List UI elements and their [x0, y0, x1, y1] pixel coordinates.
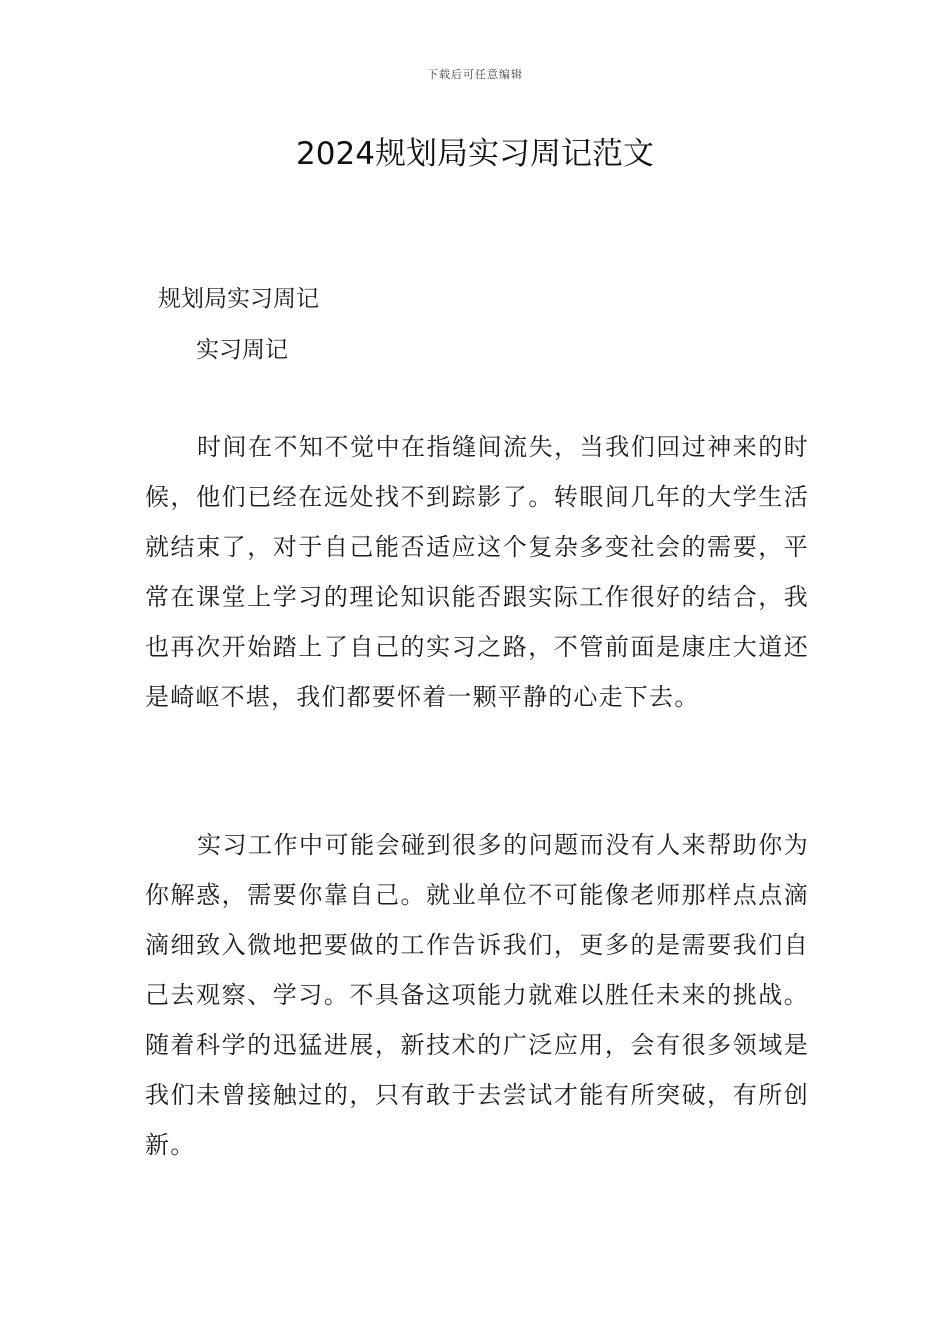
document-title: 2024规划局实习周记范文 — [296, 136, 654, 172]
header-note: 下载后可任意编辑 — [427, 68, 523, 81]
subheading-main: 规划局实习周记 — [158, 286, 319, 312]
body-paragraph-1: 时间在不知不觉中在指缝间流失，当我们回过神来的时候，他们已经在远处找不到踪影了。转眼间几年的大学生活就结束了，对于自己能否适应这个复杂多变社会的需要，平常在课堂上学习的理论知识能否跟实际工作很好的结合，我也再次开始踏上了自己的实习之路，不管前面是康庄大道还是崎岖不堪，我们都要怀着一颗平静的心走下去。 — [145, 433, 809, 711]
subheading-secondary: 实习周记 — [196, 337, 288, 363]
body-paragraph-2: 实习工作中可能会碰到很多的问题而没有人来帮助你为你解惑，需要你靠自己。就业单位不可能像老师那样点点滴滴细致入微地把要做的工作告诉我们，更多的是需要我们自己去观察、学习。不具备这项能力就难以胜任未来的挑战。随着科学的迅猛进展，新技术的广泛应用，会有很多领域是我们未曾接触过的，只有敢于去尝试才能有所突破，有所创新。 — [145, 831, 809, 1159]
